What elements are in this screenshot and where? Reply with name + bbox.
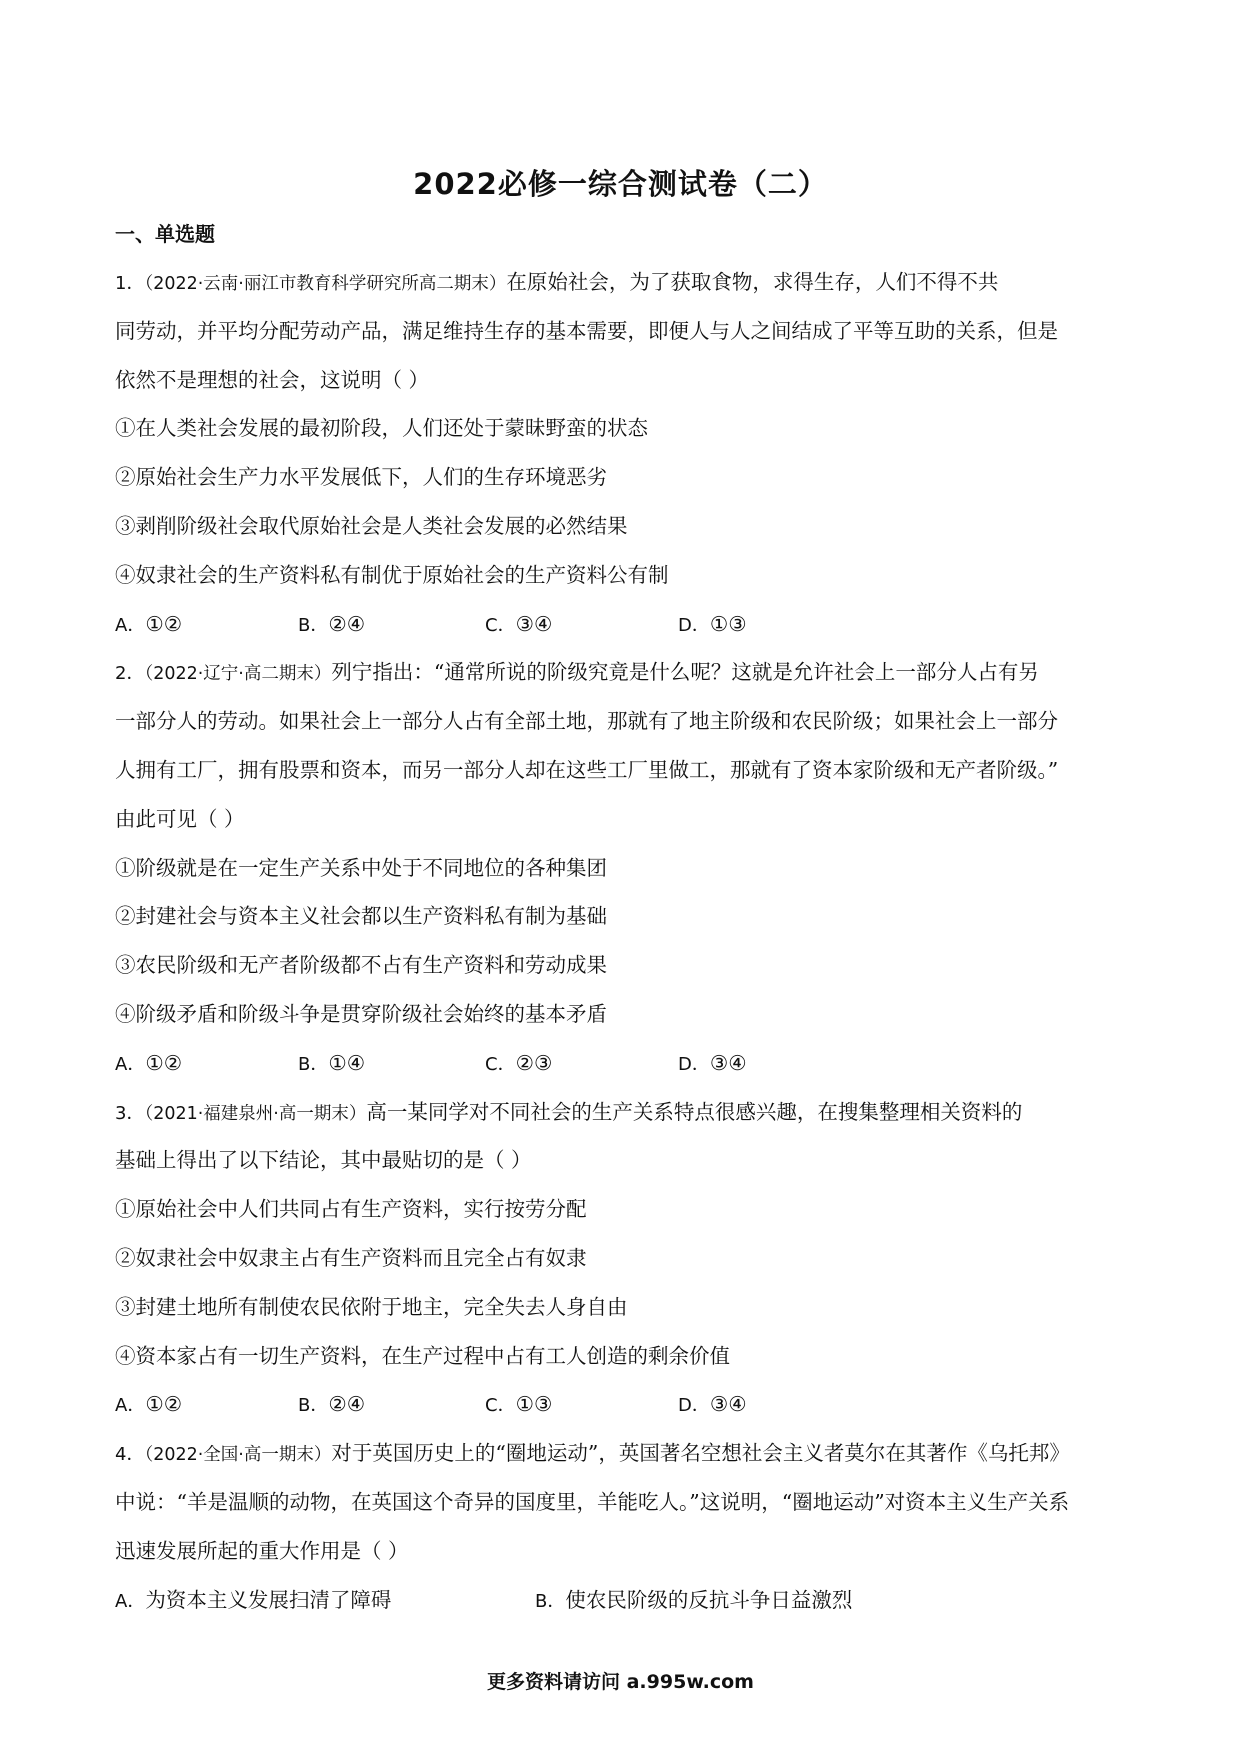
question-source: （2022·全国·高一期末） (144, 1445, 332, 1466)
option-d[interactable]: D．③④ (678, 1050, 747, 1075)
question-1-line-1 (115, 258, 1130, 307)
question-text: 列宁指出：“通常所说的阶级究竟是什么呢？这就是允许社会上一部分人占有另 (331, 660, 1039, 685)
question-4-options (115, 1576, 1130, 1625)
question-number: 4． (115, 1444, 145, 1466)
option-b[interactable]: B．使农民阶级的反抗斗争日益激烈 (535, 1587, 853, 1612)
question-source: （2022·辽宁·高二期末） (144, 664, 332, 685)
question-3-item-2: ②奴隶社会中奴隶主占有生产资料而且完全占有奴隶 (115, 1245, 587, 1270)
question-2-line-4: 由此可见（ ） (115, 806, 245, 831)
question-2-line-1 (115, 648, 1130, 697)
question-1-item-4: ④奴隶社会的生产资料私有制优于原始社会的生产资料公有制 (115, 562, 669, 587)
question-number: 1． (115, 273, 145, 294)
option-d[interactable]: D．①③ (678, 611, 747, 636)
question-text: 高一某同学对不同社会的生产关系特点很感兴趣，在搜集整理相关资料的 (366, 1099, 1023, 1124)
footer-link[interactable]: 更多资料请访问 a.995w.com (487, 1671, 754, 1693)
question-3-options (115, 1380, 1130, 1429)
question-2-line-3: 人拥有工厂，拥有股票和资本，而另一部分人却在这些工厂里做工，那就有了资本家阶级和无产者阶级。” (115, 757, 1059, 782)
question-text: 对于英国历史上的“圈地运动”，英国著名空想社会主义者莫尔在其著作《乌托邦》 (331, 1441, 1070, 1466)
question-2-item-2: ②封建社会与资本主义社会都以生产资料私有制为基础 (115, 904, 607, 929)
document-title: 2022必修一综合测试卷（二） (413, 167, 828, 201)
option-b[interactable]: B．②④ (298, 611, 366, 636)
question-text: 在原始社会，为了获取食物，求得生存，人们不得不共 (506, 270, 999, 294)
question-2-options (115, 1039, 1130, 1088)
question-1-line-3: 依然不是理想的社会，这说明（ ） (115, 367, 430, 392)
question-4-line-2: 中说：“羊是温顺的动物，在英国这个奇异的国度里，羊能吃人。”这说明，“圈地运动”对资本主义生产关系 (115, 1489, 1070, 1514)
option-a[interactable]: A．为资本主义发展扫清了障碍 (115, 1587, 392, 1612)
option-a[interactable]: A．①② (115, 1392, 183, 1417)
question-1-item-2: ②原始社会生产力水平发展低下，人们的生存环境恶劣 (115, 465, 607, 490)
question-number: 2． (115, 663, 145, 685)
question-1-item-1: ①在人类社会发展的最初阶段，人们还处于蒙昧野蛮的状态 (115, 416, 648, 441)
option-c[interactable]: C．②③ (485, 1050, 553, 1075)
option-d[interactable]: D．③④ (678, 1392, 747, 1417)
question-4-line-1 (115, 1429, 1130, 1478)
question-list (115, 258, 1130, 1624)
question-2-item-1: ①阶级就是在一定生产关系中处于不同地位的各种集团 (115, 855, 607, 880)
section-heading: 一、单选题 (115, 222, 215, 246)
question-1-line-2: 同劳动，并平均分配劳动产品，满足维持生存的基本需要，即便人与人之间结成了平等互助的关系，但是 (115, 318, 1058, 343)
question-4-line-3: 迅速发展所起的重大作用是（ ） (115, 1538, 409, 1563)
option-b[interactable]: B．①④ (298, 1050, 366, 1075)
question-1-options (115, 600, 1130, 649)
option-c[interactable]: C．①③ (485, 1392, 553, 1417)
question-3-item-1: ①原始社会中人们共同占有生产资料，实行按劳分配 (115, 1197, 587, 1222)
option-a[interactable]: A．①② (115, 1050, 183, 1075)
question-2-item-3: ③农民阶级和无产者阶级都不占有生产资料和劳动成果 (115, 953, 607, 978)
option-a[interactable]: A．①② (115, 611, 183, 636)
question-1-item-3: ③剥削阶级社会取代原始社会是人类社会发展的必然结果 (115, 513, 628, 538)
question-source: （2022·云南·丽江市教育科学研究所高二期末） (144, 274, 507, 294)
option-b[interactable]: B．②④ (298, 1392, 366, 1417)
question-2-item-4: ④阶级矛盾和阶级斗争是贯穿阶级社会始终的基本矛盾 (115, 1001, 607, 1026)
question-source: （2021·福建泉州·高一期末） (144, 1103, 367, 1124)
question-2-line-2: 一部分人的劳动。如果社会上一部分人占有全部土地，那就有了地主阶级和农民阶级；如果社会上一部分 (115, 709, 1058, 734)
option-c[interactable]: C．③④ (485, 611, 553, 636)
question-3-item-4: ④资本家占有一切生产资料，在生产过程中占有工人创造的剩余价值 (115, 1343, 730, 1368)
question-number: 3． (115, 1102, 145, 1124)
question-3-item-3: ③封建土地所有制使农民依附于地主，完全失去人身自由 (115, 1294, 628, 1319)
question-3-line-2: 基础上得出了以下结论，其中最贴切的是（ ） (115, 1148, 532, 1173)
question-3-line-1 (115, 1088, 1130, 1137)
